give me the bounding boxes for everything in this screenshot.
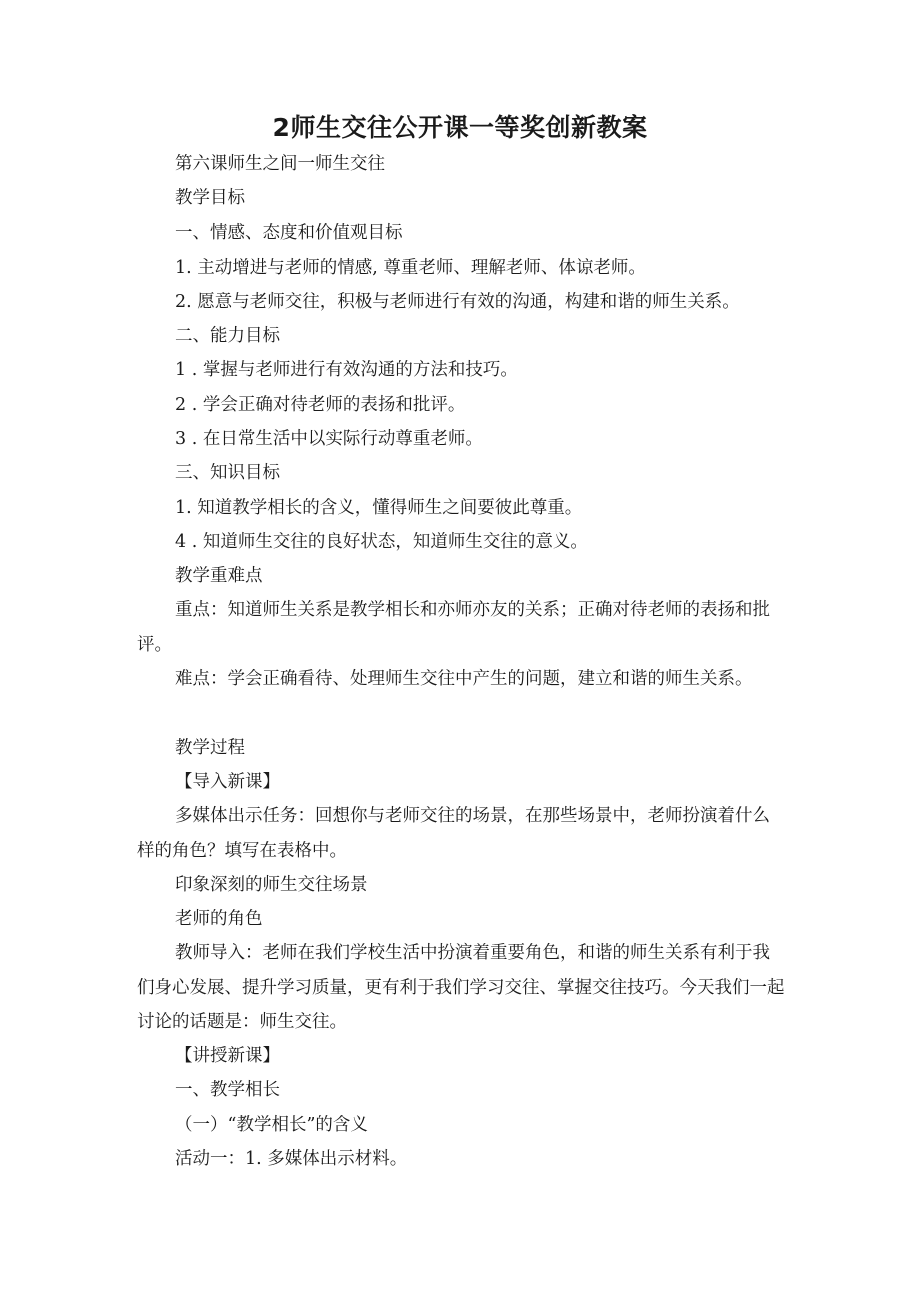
- subsection-heading: （一）“教学相长”的含义: [175, 1115, 368, 1135]
- heading-intro-lesson: 【导入新课】: [175, 772, 280, 792]
- goal-category-emotion: 一、情感、态度和价值观目标: [175, 223, 403, 243]
- task-paragraph: 多媒体出示任务：回想你与老师交往的场景，在那些场景中，老师扮演着什么样的角色？填写在表格中。: [137, 806, 770, 861]
- key-point-paragraph: 重点：知道师生关系是教学相长和亦师亦友的关系；正确对待老师的表扬和批评。: [137, 600, 770, 655]
- goal-category-ability: 二、能力目标: [175, 326, 280, 346]
- goal-category-knowledge: 三、知识目标: [175, 463, 280, 483]
- table-row-scene: 印象深刻的师生交往场景: [175, 875, 368, 895]
- goal-item: 3 . 在日常生活中以实际行动尊重老师。: [175, 429, 483, 449]
- teacher-intro-paragraph: 教师导入：老师在我们学校生活中扮演着重要角色，和谐的师生关系有利于我们身心发展、提升学习质量，更有利于我们学习交往、掌握交往技巧。今天我们一起讨论的话题是：师生交往。: [137, 943, 785, 1032]
- goal-item: 1 . 掌握与老师进行有效沟通的方法和技巧。: [175, 360, 518, 380]
- heading-teaching-process: 教学过程: [175, 738, 245, 758]
- goal-item: 1. 知道教学相长的含义，懂得师生之间要彼此尊重。: [175, 498, 583, 518]
- table-row-role: 老师的角色: [175, 909, 263, 929]
- goal-item: 2. 愿意与老师交往，积极与老师进行有效的沟通，构建和谐的师生关系。: [175, 292, 740, 312]
- section-heading: 一、教学相长: [175, 1080, 280, 1100]
- difficult-point-paragraph: 难点：学会正确看待、处理师生交往中产生的问题，建立和谐的师生关系。: [175, 669, 753, 689]
- lesson-subtitle: 第六课师生之间一师生交往: [175, 154, 385, 174]
- heading-teaching-goals: 教学目标: [175, 188, 245, 208]
- document-title: 2师生交往公开课一等奖创新教案: [272, 113, 648, 142]
- goal-item: 4 . 知道师生交往的良好状态，知道师生交往的意义。: [175, 532, 588, 552]
- goal-item: 1. 主动增进与老师的情感, 尊重老师、理解老师、体谅老师。: [175, 258, 646, 278]
- goal-item: 2 . 学会正确对待老师的表扬和批评。: [175, 395, 466, 415]
- heading-key-difficulties: 教学重难点: [175, 566, 263, 586]
- heading-new-lesson: 【讲授新课】: [175, 1046, 280, 1066]
- activity-line: 活动一：1. 多媒体出示材料。: [175, 1149, 408, 1169]
